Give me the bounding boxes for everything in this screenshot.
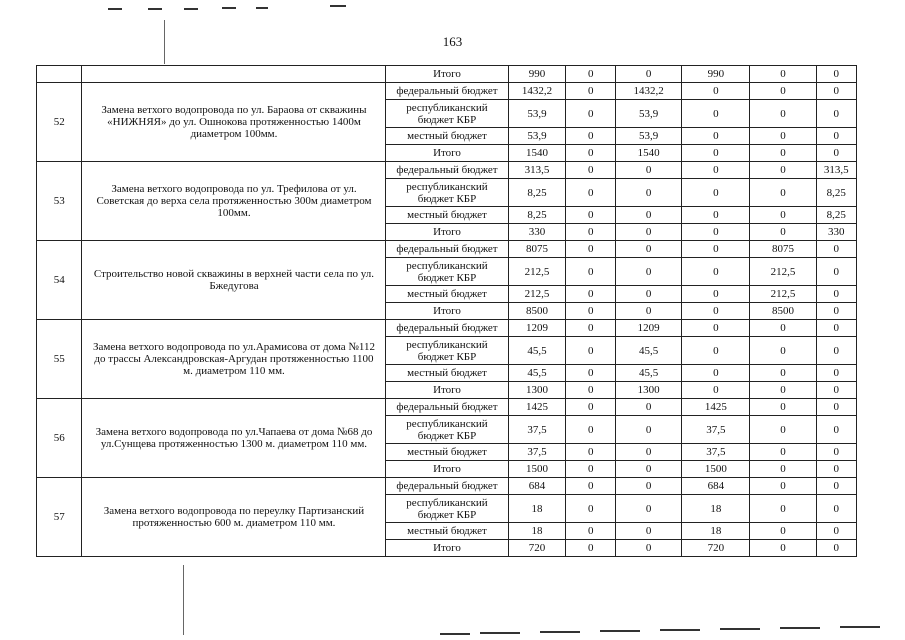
value-cell: 37,5: [682, 416, 750, 444]
table-row: [37, 66, 857, 83]
value-cell: 990: [682, 66, 750, 83]
row-number-cell: 53: [37, 162, 82, 241]
value-cell: 0: [682, 337, 750, 365]
value-cell: 0: [682, 382, 750, 399]
value-cell: 0: [816, 365, 856, 382]
value-cell: 0: [816, 258, 856, 286]
value-cell: 684: [508, 478, 566, 495]
value-cell: 37,5: [508, 444, 566, 461]
value-cell: 0: [682, 145, 750, 162]
value-cell: 313,5: [816, 162, 856, 179]
value-cell: 0: [682, 224, 750, 241]
project-name-cell: Замена ветхого водопровода по ул.Чапаева от дома №68 до ул.Сунщева протяженностью 1300 м. диаметром 110 мм.: [82, 399, 386, 478]
value-cell: 212,5: [508, 286, 566, 303]
source-cell: республиканский бюджет КБР: [386, 258, 508, 286]
value-cell: 0: [816, 303, 856, 320]
value-cell: 0: [566, 495, 616, 523]
value-cell: 0: [566, 128, 616, 145]
value-cell: 18: [508, 523, 566, 540]
value-cell: 0: [816, 523, 856, 540]
source-cell: местный бюджет: [386, 523, 508, 540]
value-cell: 212,5: [750, 286, 816, 303]
value-cell: 0: [816, 478, 856, 495]
source-cell: местный бюджет: [386, 128, 508, 145]
value-cell: 0: [816, 337, 856, 365]
value-cell: 45,5: [616, 365, 682, 382]
value-cell: 0: [616, 461, 682, 478]
value-cell: 1500: [682, 461, 750, 478]
value-cell: 212,5: [508, 258, 566, 286]
source-cell: местный бюджет: [386, 207, 508, 224]
value-cell: 0: [616, 258, 682, 286]
scan-artifact: [256, 7, 268, 9]
value-cell: 1300: [508, 382, 566, 399]
value-cell: 0: [566, 179, 616, 207]
value-cell: 8,25: [508, 207, 566, 224]
source-cell: Итого: [386, 540, 508, 557]
value-cell: 53,9: [616, 128, 682, 145]
value-cell: 8075: [508, 241, 566, 258]
source-cell: республиканский бюджет КБР: [386, 100, 508, 128]
source-cell: местный бюджет: [386, 286, 508, 303]
value-cell: 0: [682, 128, 750, 145]
value-cell: 0: [750, 382, 816, 399]
value-cell: 0: [566, 461, 616, 478]
scan-artifact: [108, 8, 122, 10]
value-cell: 0: [750, 540, 816, 557]
value-cell: 0: [616, 478, 682, 495]
scan-artifact: [330, 5, 346, 7]
value-cell: 0: [750, 523, 816, 540]
value-cell: 0: [750, 162, 816, 179]
value-cell: 0: [682, 162, 750, 179]
value-cell: 0: [816, 83, 856, 100]
value-cell: 45,5: [508, 365, 566, 382]
value-cell: 330: [508, 224, 566, 241]
value-cell: 684: [682, 478, 750, 495]
table-row: [37, 83, 857, 100]
value-cell: 0: [616, 286, 682, 303]
value-cell: 0: [566, 416, 616, 444]
value-cell: 8,25: [816, 207, 856, 224]
row-number-cell: 54: [37, 241, 82, 320]
scan-artifact: [440, 633, 470, 635]
scan-artifact: [480, 632, 520, 634]
value-cell: 0: [566, 540, 616, 557]
value-cell: 0: [816, 399, 856, 416]
value-cell: 0: [750, 399, 816, 416]
value-cell: 0: [616, 179, 682, 207]
value-cell: 0: [566, 382, 616, 399]
value-cell: 0: [750, 83, 816, 100]
table-row: [37, 478, 857, 495]
source-cell: федеральный бюджет: [386, 83, 508, 100]
value-cell: 0: [566, 207, 616, 224]
value-cell: 45,5: [616, 337, 682, 365]
source-cell: местный бюджет: [386, 365, 508, 382]
value-cell: 212,5: [750, 258, 816, 286]
source-cell: республиканский бюджет КБР: [386, 416, 508, 444]
value-cell: 0: [816, 66, 856, 83]
value-cell: 8075: [750, 241, 816, 258]
value-cell: 0: [566, 523, 616, 540]
value-cell: 0: [816, 416, 856, 444]
value-cell: 0: [682, 320, 750, 337]
value-cell: 0: [682, 258, 750, 286]
row-number-cell: 56: [37, 399, 82, 478]
value-cell: 18: [682, 523, 750, 540]
value-cell: 18: [508, 495, 566, 523]
source-cell: федеральный бюджет: [386, 320, 508, 337]
value-cell: 1300: [616, 382, 682, 399]
value-cell: 0: [682, 100, 750, 128]
value-cell: 53,9: [508, 128, 566, 145]
value-cell: 53,9: [508, 100, 566, 128]
value-cell: 0: [566, 162, 616, 179]
value-cell: 0: [750, 224, 816, 241]
value-cell: 0: [566, 337, 616, 365]
value-cell: 0: [566, 241, 616, 258]
value-cell: 0: [816, 128, 856, 145]
value-cell: 0: [816, 461, 856, 478]
value-cell: 0: [750, 128, 816, 145]
source-cell: федеральный бюджет: [386, 399, 508, 416]
value-cell: 0: [616, 399, 682, 416]
source-cell: республиканский бюджет КБР: [386, 337, 508, 365]
scan-artifact: [840, 626, 880, 628]
value-cell: 8,25: [816, 179, 856, 207]
source-cell: федеральный бюджет: [386, 241, 508, 258]
value-cell: 0: [816, 540, 856, 557]
row-number-cell: 55: [37, 320, 82, 399]
value-cell: 8,25: [508, 179, 566, 207]
value-cell: 8500: [508, 303, 566, 320]
value-cell: 0: [750, 495, 816, 523]
value-cell: 0: [816, 320, 856, 337]
value-cell: 37,5: [508, 416, 566, 444]
value-cell: 0: [816, 382, 856, 399]
table-row: [37, 320, 857, 337]
row-number-cell: 52: [37, 83, 82, 162]
value-cell: 0: [682, 286, 750, 303]
value-cell: 0: [750, 320, 816, 337]
value-cell: 0: [616, 207, 682, 224]
value-cell: 0: [566, 224, 616, 241]
source-cell: Итого: [386, 145, 508, 162]
row-number-cell: 57: [37, 478, 82, 557]
value-cell: 0: [750, 416, 816, 444]
value-cell: 0: [750, 179, 816, 207]
value-cell: 0: [566, 365, 616, 382]
value-cell: 0: [750, 337, 816, 365]
source-cell: республиканский бюджет КБР: [386, 495, 508, 523]
value-cell: 0: [566, 303, 616, 320]
scan-artifact: [660, 629, 700, 631]
value-cell: 0: [616, 66, 682, 83]
source-cell: Итого: [386, 224, 508, 241]
value-cell: 0: [566, 66, 616, 83]
value-cell: 0: [750, 66, 816, 83]
source-cell: Итого: [386, 66, 508, 83]
scan-artifact: [222, 7, 236, 9]
budget-table: [36, 65, 857, 557]
source-cell: Итого: [386, 382, 508, 399]
source-cell: республиканский бюджет КБР: [386, 179, 508, 207]
value-cell: 1425: [682, 399, 750, 416]
value-cell: 0: [816, 495, 856, 523]
value-cell: 0: [616, 495, 682, 523]
value-cell: 330: [816, 224, 856, 241]
value-cell: 0: [616, 162, 682, 179]
value-cell: 0: [816, 286, 856, 303]
scan-artifact: [183, 565, 184, 635]
project-name-cell: Замена ветхого водопровода по ул. Трефилова от ул. Советская до верха села протяженностью 300м диаметром 100мм.: [82, 162, 386, 241]
value-cell: 0: [616, 241, 682, 258]
value-cell: 1540: [508, 145, 566, 162]
source-cell: Итого: [386, 461, 508, 478]
value-cell: 0: [566, 399, 616, 416]
value-cell: 0: [616, 416, 682, 444]
value-cell: 0: [566, 83, 616, 100]
source-cell: федеральный бюджет: [386, 162, 508, 179]
value-cell: 0: [616, 303, 682, 320]
value-cell: 0: [816, 145, 856, 162]
scan-artifact: [720, 628, 760, 630]
scan-artifact: [600, 630, 640, 632]
value-cell: 0: [750, 444, 816, 461]
value-cell: 0: [566, 100, 616, 128]
value-cell: 0: [616, 444, 682, 461]
scan-artifact: [148, 8, 162, 10]
value-cell: 0: [750, 365, 816, 382]
value-cell: 37,5: [682, 444, 750, 461]
value-cell: 0: [566, 478, 616, 495]
value-cell: 0: [682, 241, 750, 258]
value-cell: 0: [816, 100, 856, 128]
value-cell: 1500: [508, 461, 566, 478]
source-cell: Итого: [386, 303, 508, 320]
project-name-cell: Замена ветхого водопровода по переулку Партизанский протяженностью 600 м. диаметром 110 мм.: [82, 478, 386, 557]
table-row: [37, 162, 857, 179]
value-cell: 720: [682, 540, 750, 557]
project-name-cell: Замена ветхого водопровода по ул.Арамисова от дома №112 до трассы Александровская-Аргудан протяженностью 1100 м. диаметром 110 мм.: [82, 320, 386, 399]
project-name-cell: Строительство новой скважины в верхней части села по ул. Бжедугова: [82, 241, 386, 320]
table-row: [37, 399, 857, 416]
table-row: [37, 241, 857, 258]
value-cell: 1209: [508, 320, 566, 337]
value-cell: 990: [508, 66, 566, 83]
scan-artifact: [184, 8, 198, 10]
row-number-cell: [37, 66, 82, 83]
value-cell: 53,9: [616, 100, 682, 128]
value-cell: 0: [750, 145, 816, 162]
value-cell: 0: [682, 365, 750, 382]
value-cell: 0: [816, 241, 856, 258]
source-cell: местный бюджет: [386, 444, 508, 461]
value-cell: 0: [682, 303, 750, 320]
value-cell: 0: [682, 207, 750, 224]
value-cell: 0: [750, 207, 816, 224]
value-cell: 0: [616, 540, 682, 557]
value-cell: 8500: [750, 303, 816, 320]
value-cell: 313,5: [508, 162, 566, 179]
value-cell: 0: [750, 100, 816, 128]
value-cell: 0: [816, 444, 856, 461]
scan-artifact: [540, 631, 580, 633]
value-cell: 0: [566, 258, 616, 286]
value-cell: 0: [566, 444, 616, 461]
value-cell: 0: [616, 224, 682, 241]
page-number: 163: [442, 34, 463, 49]
value-cell: 0: [682, 83, 750, 100]
value-cell: 45,5: [508, 337, 566, 365]
value-cell: 0: [750, 478, 816, 495]
source-cell: федеральный бюджет: [386, 478, 508, 495]
value-cell: 1540: [616, 145, 682, 162]
scan-artifact: [780, 627, 820, 629]
value-cell: 0: [566, 145, 616, 162]
value-cell: 0: [616, 523, 682, 540]
project-name-cell: [82, 66, 386, 83]
value-cell: 1209: [616, 320, 682, 337]
value-cell: 720: [508, 540, 566, 557]
value-cell: 1432,2: [616, 83, 682, 100]
value-cell: 1425: [508, 399, 566, 416]
value-cell: 18: [682, 495, 750, 523]
value-cell: 0: [566, 320, 616, 337]
value-cell: 1432,2: [508, 83, 566, 100]
value-cell: 0: [750, 461, 816, 478]
value-cell: 0: [566, 286, 616, 303]
value-cell: 0: [682, 179, 750, 207]
project-name-cell: Замена ветхого водопровода по ул. Бараова от скважины «НИЖНЯЯ» до ул. Ошнокова протяженностью 1400м диаметром 100мм.: [82, 83, 386, 162]
